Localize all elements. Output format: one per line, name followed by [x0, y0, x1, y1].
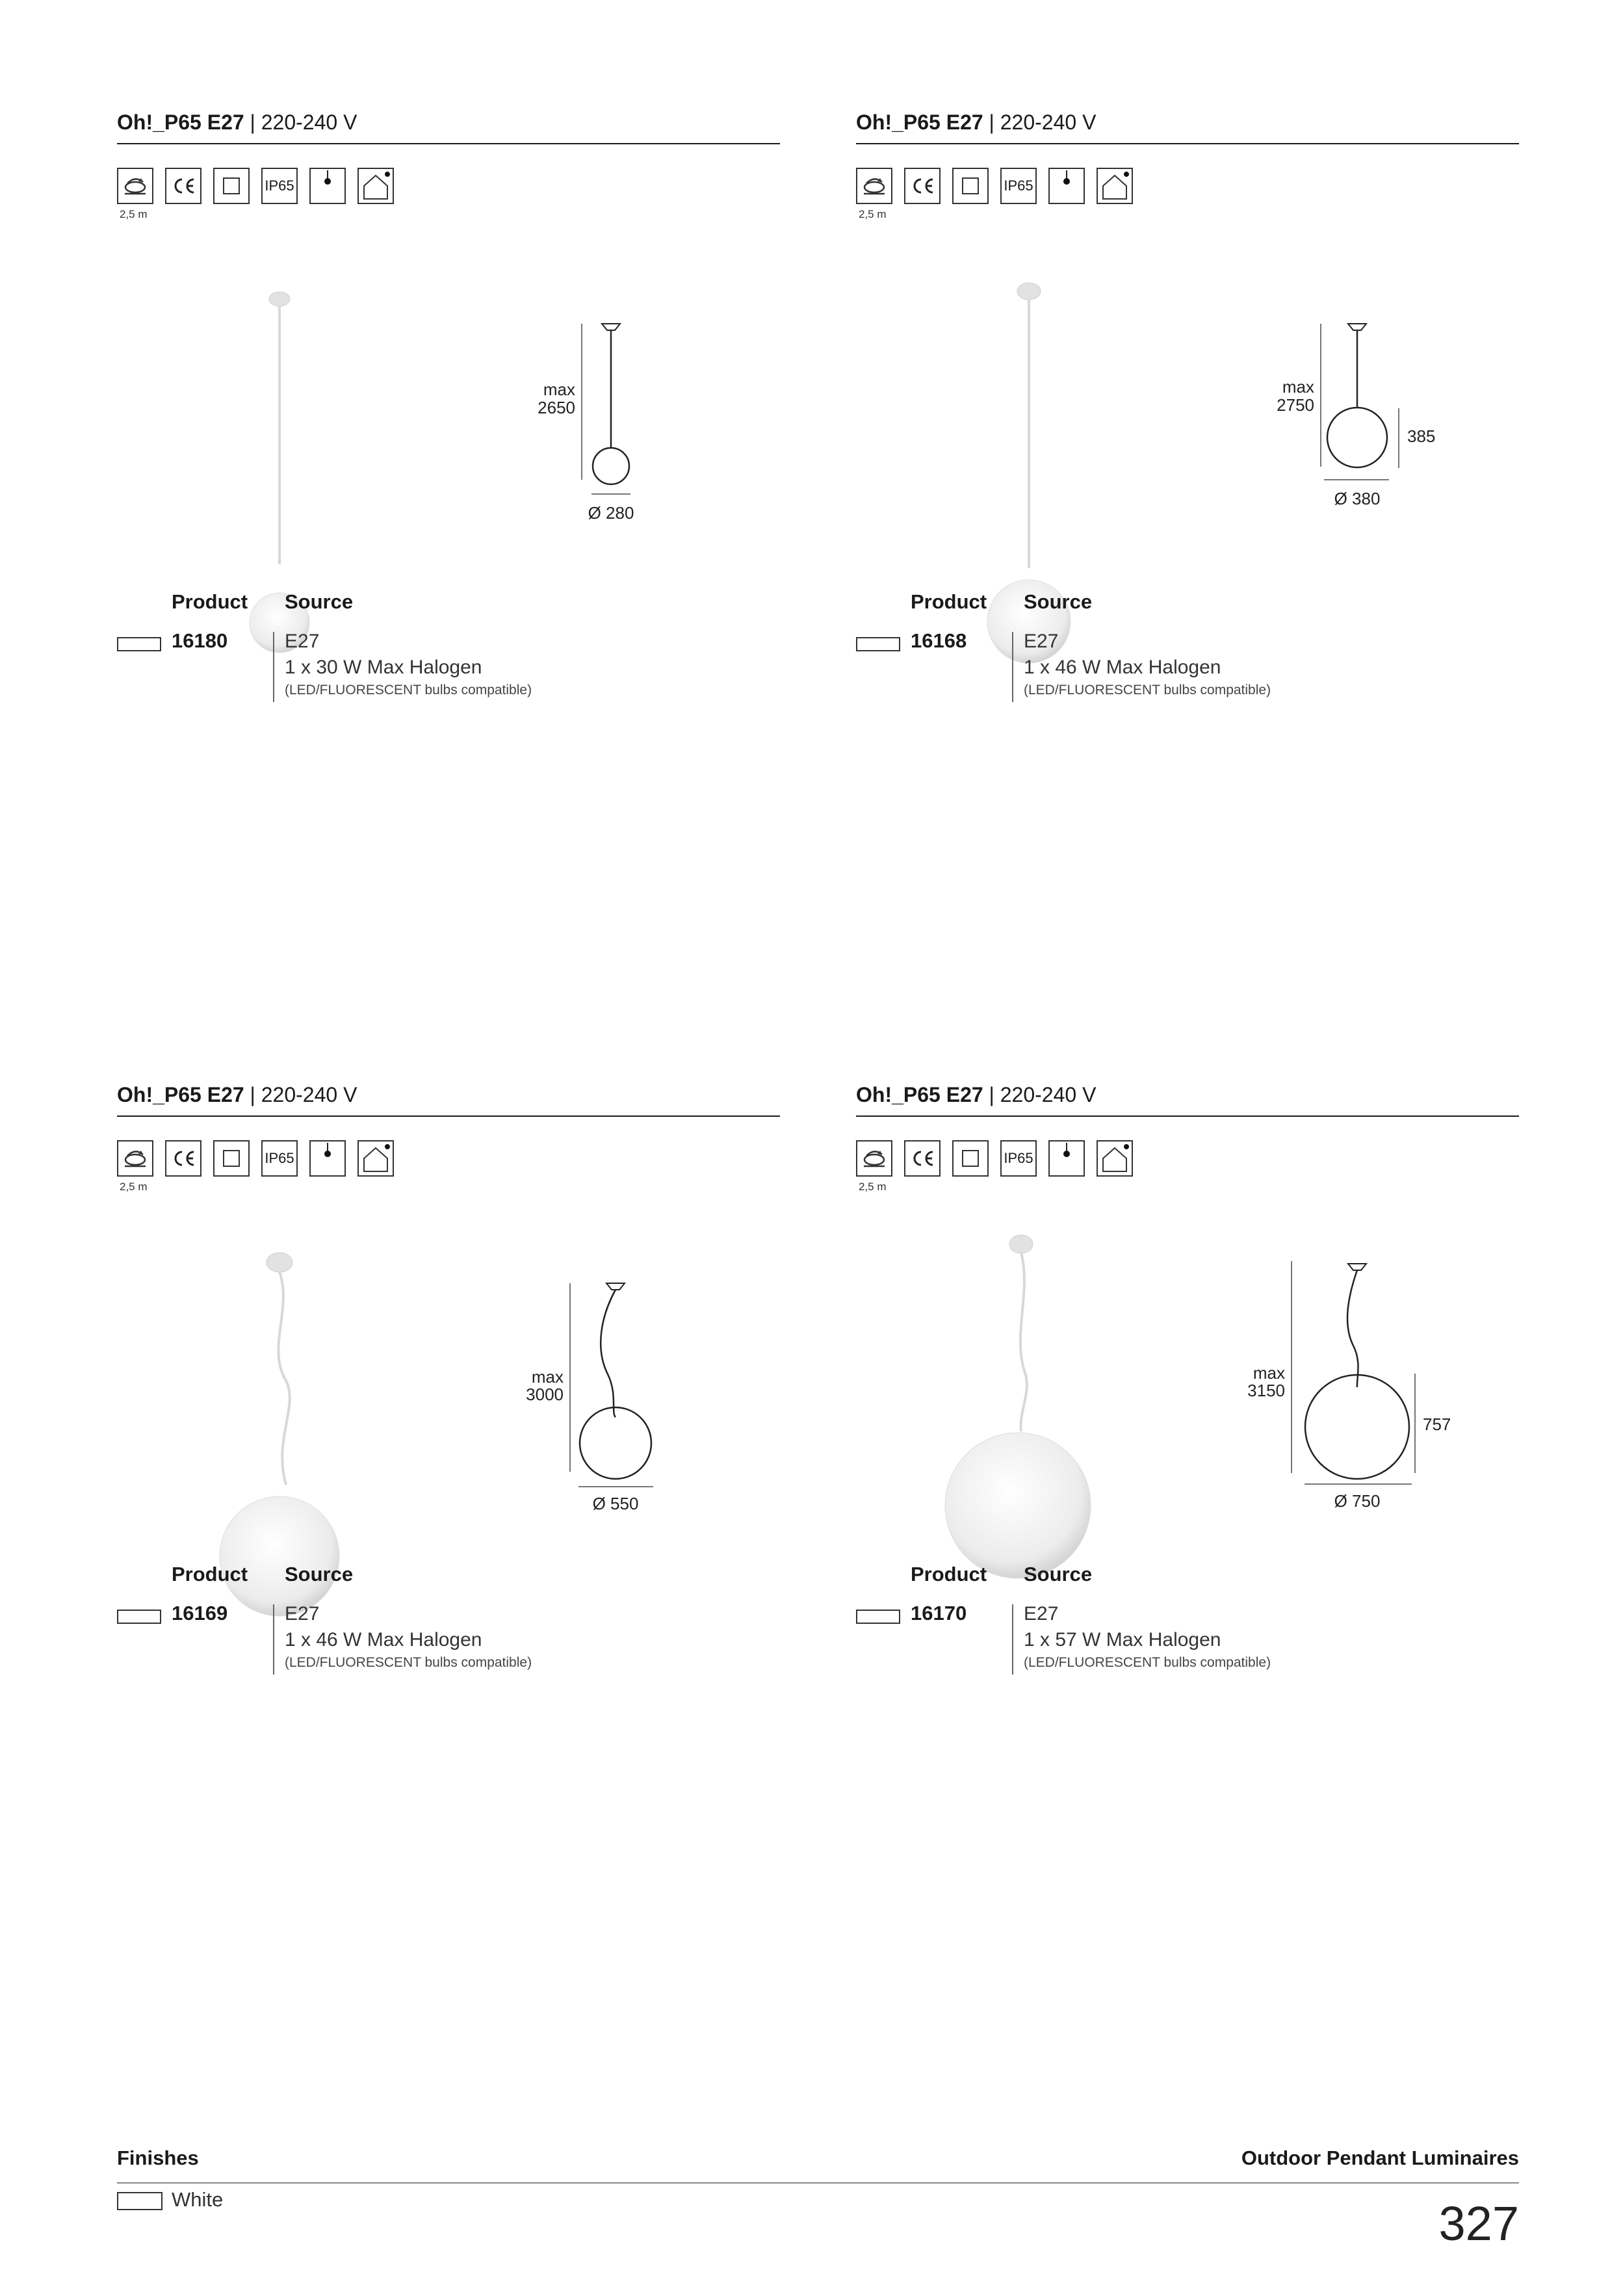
cable-length-label: 2,5 m	[859, 1181, 887, 1193]
cable-length-label: 2,5 m	[859, 208, 887, 220]
certification-icons	[856, 168, 1311, 220]
outdoor-house-icon	[1097, 1140, 1133, 1177]
panel-title: Oh!_P65 E27 | 220-240 V	[856, 111, 1097, 134]
finish-swatch-white	[856, 1610, 900, 1624]
dimension-drawing	[520, 317, 780, 551]
product-header: Product	[911, 1563, 987, 1585]
finish-swatch-white	[117, 1610, 161, 1624]
source-header: Source	[1024, 590, 1093, 613]
pendant-point-icon	[309, 1140, 346, 1177]
column-divider	[1012, 632, 1013, 702]
footer-rule	[117, 2182, 1519, 2184]
column-divider	[273, 1604, 274, 1675]
source-type: E27	[285, 1603, 320, 1624]
product-panel-16169	[117, 1082, 780, 1732]
source-type: E27	[1024, 631, 1059, 652]
title-rule	[117, 143, 780, 144]
outdoor-house-icon	[357, 1140, 394, 1177]
ce-mark-icon	[165, 1140, 201, 1177]
panel-title: Oh!_P65 E27 | 220-240 V	[856, 1083, 1097, 1106]
height-dimension-line2: 2750	[1277, 395, 1314, 415]
source-header: Source	[285, 590, 354, 613]
class-two-insulation-icon	[213, 168, 250, 204]
ce-mark-icon	[904, 1140, 941, 1177]
cable-rotation-icon	[117, 1140, 153, 1177]
column-divider	[273, 632, 274, 702]
product-panel-16168	[856, 109, 1519, 759]
section-title: Outdoor Pendant Luminaires	[1241, 2146, 1519, 2169]
product-code: 16169	[172, 1602, 228, 1624]
source-power: 1 x 57 W Max Halogen	[1024, 1629, 1221, 1650]
height-dimension-line1: max	[1282, 377, 1314, 397]
source-note: (LED/FLUORESCENT bulbs compatible)	[285, 683, 532, 698]
source-header: Source	[1024, 1563, 1093, 1585]
diameter-dimension: Ø 280	[588, 503, 634, 523]
height-dimension-line1: max	[531, 1367, 564, 1387]
page-number: 327	[1438, 2197, 1519, 2250]
source-note: (LED/FLUORESCENT bulbs compatible)	[1024, 1655, 1271, 1670]
cable-length-label: 2,5 m	[120, 208, 148, 220]
source-type: E27	[1024, 1603, 1059, 1624]
product-header: Product	[172, 1563, 248, 1585]
cable-rotation-icon	[117, 168, 153, 204]
certification-icons	[117, 168, 572, 220]
class-two-insulation-icon	[952, 168, 989, 204]
source-note: (LED/FLUORESCENT bulbs compatible)	[285, 1655, 532, 1670]
product-panel-16170	[856, 1082, 1519, 1732]
height-dimension-line2: 2650	[538, 398, 575, 417]
ip65-label-icon: IP65	[1000, 1140, 1037, 1177]
product-photo	[934, 1230, 1103, 1607]
dimension-drawing	[520, 1277, 780, 1537]
pendant-point-icon	[1048, 1140, 1085, 1177]
height-dimension-line2: 3000	[526, 1385, 564, 1404]
source-power: 1 x 30 W Max Halogen	[285, 657, 482, 678]
pendant-point-icon	[1048, 168, 1085, 204]
panel-title: Oh!_P65 E27 | 220-240 V	[117, 1083, 357, 1106]
outdoor-house-icon	[357, 168, 394, 204]
finishes-label: Finishes	[117, 2146, 199, 2169]
sphere-height-dimension: 385	[1407, 426, 1436, 446]
ip65-label-icon: IP65	[1000, 168, 1037, 204]
product-header: Product	[911, 590, 987, 613]
certification-icons	[117, 1140, 572, 1193]
diameter-dimension: Ø 550	[592, 1494, 639, 1513]
cable-length-label: 2,5 m	[120, 1181, 148, 1193]
source-note: (LED/FLUORESCENT bulbs compatible)	[1024, 683, 1271, 698]
class-two-insulation-icon	[213, 1140, 250, 1177]
ip65-label-icon: IP65	[261, 168, 298, 204]
outdoor-house-icon	[1097, 168, 1133, 204]
product-header: Product	[172, 590, 248, 613]
source-power: 1 x 46 W Max Halogen	[1024, 657, 1221, 678]
product-panel-16180	[117, 109, 780, 759]
class-two-insulation-icon	[952, 1140, 989, 1177]
sphere-height-dimension: 757	[1423, 1415, 1451, 1434]
diameter-dimension: Ø 380	[1334, 489, 1381, 508]
diameter-dimension: Ø 750	[1334, 1491, 1381, 1511]
product-code: 16180	[172, 629, 228, 652]
finish-swatch-white	[117, 2192, 162, 2210]
title-rule	[856, 1115, 1519, 1117]
cable-rotation-icon	[856, 168, 892, 204]
dimension-drawing	[1259, 317, 1519, 551]
column-divider	[1012, 1604, 1013, 1675]
title-rule	[117, 1115, 780, 1117]
source-type: E27	[285, 631, 320, 652]
ce-mark-icon	[165, 168, 201, 204]
height-dimension-line1: max	[543, 380, 575, 399]
finish-swatch-white	[856, 637, 900, 651]
height-dimension-line1: max	[1253, 1363, 1285, 1383]
pendant-point-icon	[309, 168, 346, 204]
source-power: 1 x 46 W Max Halogen	[285, 1629, 482, 1650]
finish-name: White	[172, 2188, 224, 2211]
dimension-drawing	[1247, 1261, 1519, 1534]
panel-title: Oh!_P65 E27 | 220-240 V	[117, 111, 357, 134]
product-code: 16170	[911, 1602, 967, 1624]
ce-mark-icon	[904, 168, 941, 204]
finish-swatch-white	[117, 637, 161, 651]
certification-icons	[856, 1140, 1311, 1193]
source-header: Source	[285, 1563, 354, 1585]
cable-rotation-icon	[856, 1140, 892, 1177]
ip65-label-icon: IP65	[261, 1140, 298, 1177]
title-rule	[856, 143, 1519, 144]
height-dimension-line2: 3150	[1247, 1381, 1285, 1400]
product-code: 16168	[911, 629, 967, 652]
